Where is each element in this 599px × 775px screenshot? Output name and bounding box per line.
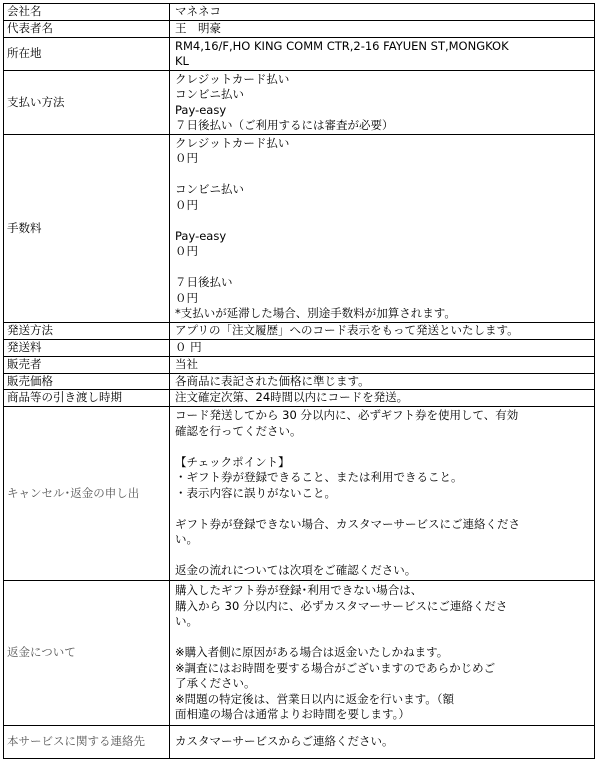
table-row (4, 323, 595, 340)
table-row (4, 4, 595, 21)
label-fees: 手数料 (4, 135, 170, 323)
table-row (4, 135, 595, 323)
label-shipping-fee: 発送料 (4, 340, 170, 357)
table-row (4, 726, 595, 759)
value-seller: 当社 (170, 357, 595, 374)
table-row (4, 407, 595, 581)
label-seller: 販売者 (4, 357, 170, 374)
seller-info-table (3, 3, 595, 759)
table-row (4, 71, 595, 135)
label-price: 販売価格 (4, 373, 170, 390)
label-contact: 本サービスに関する連絡先 (4, 726, 170, 759)
label-delivery-timing: 商品等の引き渡し時期 (4, 390, 170, 407)
table-row (4, 390, 595, 407)
label-refunds: 返金について (4, 581, 170, 726)
label-shipping-method: 発送方法 (4, 323, 170, 340)
value-shipping-method: アプリの「注文履歴」へのコード表示をもって発送といたします。 (170, 323, 595, 340)
value-refunds: 購入したギフト券が登録･利用できない場合は、 購入から 30 分以内に、必ずカスタマーサービスにご連絡くださ い。 ※購入者側に原因がある場合は返金いたしかねます。 ※調査にはお時間を要する場合がございますのであらかじめご 了承ください。 ※問題の特定後は、営業日以内に返金を行います。（額 面相違の場合は通常よりお時間を要します。） (170, 581, 595, 726)
table-row (4, 21, 595, 38)
label-company-name: 会社名 (4, 4, 170, 21)
table-row (4, 340, 595, 357)
label-representative: 代表者名 (4, 21, 170, 38)
value-price: 各商品に表記された価格に準じます。 (170, 373, 595, 390)
value-company-name: マネネコ (170, 4, 595, 21)
value-fees: クレジットカード払い ０円 コンビニ払い ０円 Pay-easy ０円 ７日後払い ０円 *支払いが延滞した場合、別途手数料が加算されます。 (170, 135, 595, 323)
label-cancellation-refund-request: キャンセル･返金の申し出 (4, 407, 170, 581)
table-row (4, 357, 595, 374)
label-address: 所在地 (4, 38, 170, 71)
value-address: RM4,16/F,HO KING COMM CTR,2-16 FAYUEN ST,MONGKOK KL (170, 38, 595, 71)
value-representative: 王 明豪 (170, 21, 595, 38)
table-row (4, 38, 595, 71)
value-shipping-fee: ０ 円 (170, 340, 595, 357)
table-row (4, 373, 595, 390)
value-delivery-timing: 注文確定次第、24時間以内にコードを発送。 (170, 390, 595, 407)
value-contact: カスタマーサービスからご連絡ください。 (170, 726, 595, 759)
value-cancellation-refund-request: コード発送してから 30 分以内に、必ずギフト券を使用して、有効 確認を行ってください。 【チェックポイント】 ・ギフト券が登録できること、または利用できること。 ・表示内容に誤りがないこと。 ギフト券が登録できない場合、カスタマーサービスにご連絡くださ い。 返金の流れについては次項をご確認ください。 (170, 407, 595, 581)
table-row (4, 581, 595, 726)
value-payment-methods: クレジットカード払い コンビニ払い Pay-easy ７日後払い（ご利用するには審査が必要） (170, 71, 595, 135)
label-payment-methods: 支払い方法 (4, 71, 170, 135)
